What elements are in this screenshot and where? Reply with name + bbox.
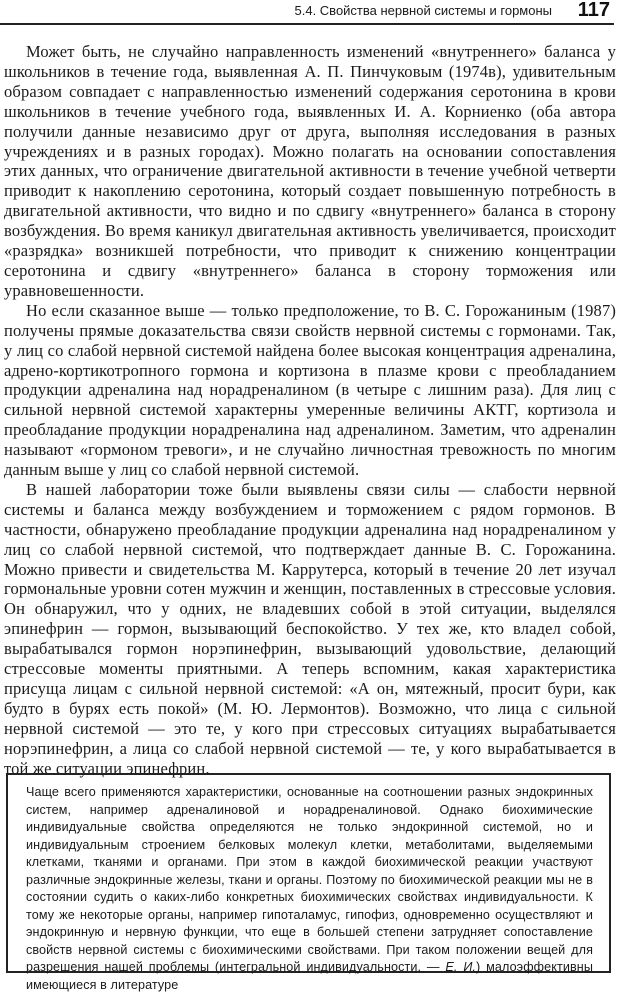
page-header xyxy=(0,0,620,26)
sidebar-author: Е. И. xyxy=(445,960,477,974)
paragraph-3: В нашей лаборатории тоже были выявлены связи силы — слабости нервной системы и баланса между возбуждением и торможением с рядом гормонов. В частности, обнаружено преобладание продукции адреналина над норадреналином у лиц со слабой нервной системой, что подтверждает данные В. С. Горожанина. Можно привести и свидетельства М. Каррутерса, который в течение 20 лет изучал гормональные уровни сотен мужчин и женщин, поставленных в стрессовые условия. Он обнаружил, что у одних, не владевших собой в этой ситуации, выделялся эпинефрин — гормон, вызывающий беспокойство. У тех же, кто владел собой, вырабатывался гормон норэпинефрин, вызывающий удовольствие, делающий стрессовые моменты приятными. А теперь вспомним, какая характеристика присуща лицам с сильной нервной системой: «А он, мятежный, просит бури, как будто в бурях есть покой» (М. Ю. Лермонтов). Возможно, что лица с сильной нервной системой — это те, у кого при стрессовых ситуациях вырабатывается норэпинефрин, а лица со слабой нервной системой — те, у кого вырабатывается в той же ситуации эпинефрин. xyxy=(4,479,616,778)
sidebar-text xyxy=(26,784,593,994)
header-rule xyxy=(0,23,614,25)
paragraph-1: Может быть, не случайно направленность изменений «внутреннего» баланса у школьников в течение года, выявленная А. П. Пинчуковым (1974в), удивительным образом совпадает с направленностью изменений содержания серотонина в крови школьников в течение учебного года, выявленных И. А. Корниенко (оба автора получили данные независимо друг от друга, выполняя исследования в разных учреждениях и в разных городах). Можно полагать на основании сопоставления этих данных, что ограничение двигательной активности в течение учебной четверти приводит к накоплению серотонина, который создает повышенную потребность в двигательной активности, что видно и по сдвигу «внутреннего» баланса в сторону возбуждения. Во время каникул двигательная активность увеличивается, происходит «разрядка» возникшей потребности, что приводит к снижению концентрации серотонина и сдвигу «внутреннего» баланса в сторону торможения или уравновешенности. xyxy=(4,42,616,300)
page-number: 117 xyxy=(577,0,610,21)
paragraph-2: Но если сказанное выше — только предположение, то В. С. Горожаниным (1987) получены прямые доказательства связи свойств нервной системы с гормонами. Так, у лиц со слабой нервной системой найдена более высокая концентрация адреналина, адрено-кортикотропного гормона и кортизона в плазме крови с преобладанием продукции адреналина над норадреналином (в четыре с лишним раза). Для лиц с сильной нервной системой характерны умеренные величины АКТГ, кортизола и преобладание продукции норадреналина над адреналином. Заметим, что адреналин называют «гормоном тревоги», и не случайно личностная тревожность по многим данным выше у лиц со слабой нервной системой. xyxy=(4,300,616,480)
sidebar-text-end: ) малоэффективны имеющиеся в литературе xyxy=(26,960,593,992)
sidebar-text-main: Чаще всего применяются характеристики, основанные на соотношении разных эндокринных систем, например адреналиновой и норадреналиновой. Однако биохимические индивидуальные свойства определяются не только эндокринной системой, но и индивидуальным строением белковых молекул клетки, метаболитами, выделяемыми клетками, тканями и органами. При этом в каждой биохимической реакции участвуют различные эндокринные железы, ткани и органы. Поэтому по биохимической реакции мы не в состоянии судить о каких-либо конкретных биохимических свойствах индивидуальности. К тому же некоторые органы, например гипоталамус, гипофиз, одновременно осуществляют и эндокринную и нервную функции, что еще в большей степени затрудняет сопоставление свойств нервной системы с биохимическими свойствами. При таком положении вещей для разрешения нашей проблемы (интегральной индивидуальности. — xyxy=(26,785,593,974)
body-text xyxy=(4,42,616,779)
running-head: 5.4. Свойства нервной системы и гормоны xyxy=(294,3,552,18)
sidebar-box xyxy=(6,773,611,992)
